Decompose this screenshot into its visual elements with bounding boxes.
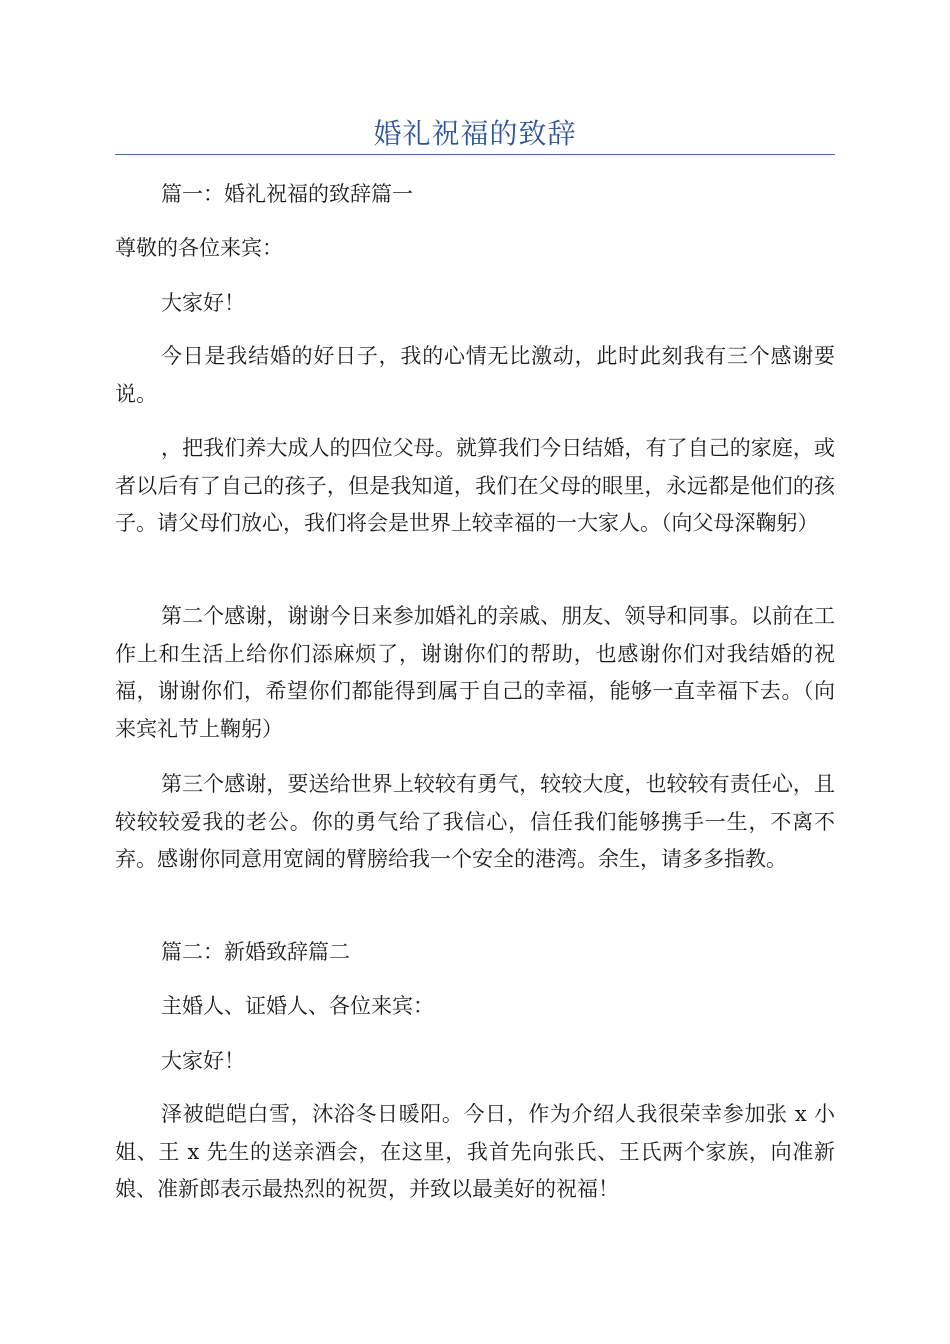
document-title: 婚礼祝福的致辞 bbox=[373, 117, 577, 150]
salutation-2: 主婚人、证婚人、各位来宾： bbox=[161, 994, 434, 1018]
paragraph-introducer-speech: 泽被皑皑白雪，沐浴冬日暖阳。今日，作为介绍人我很荣幸参加张 x 小姐、王 x 先生的送亲酒会，在这里，我首先向张氏、王氏两个家族，向准新娘、准新郎表示最热烈的祝贺，并致以最美好的祝福！ bbox=[115, 1102, 835, 1201]
paragraph-thanks-guests: 第二个感谢，谢谢今日来参加婚礼的亲戚、朋友、领导和同事。以前在工作上和生活上给你们添麻烦了，谢谢你们的帮助，也感谢你们对我结婚的祝福，谢谢你们，希望你们都能得到属于自己的幸福，能够一直幸福下去。（向来宾礼节上鞠躬） bbox=[115, 604, 835, 741]
paragraph-thanks-parents: ，把我们养大成人的四位父母。就算我们今日结婚，有了自己的家庭，或者以后有了自己的孩子，但是我知道，我们在父母的眼里，永远都是他们的孩子。请父母们放心，我们将会是世界上较幸福的一大家人。（向父母深鞠躬） bbox=[115, 436, 835, 535]
paragraph-intro: 今日是我结婚的好日子，我的心情无比激动，此时此刻我有三个感谢要说。 bbox=[115, 344, 835, 406]
salutation-1: 尊敬的各位来宾： bbox=[115, 236, 283, 260]
greeting-2: 大家好！ bbox=[161, 1049, 245, 1073]
section-heading-1: 篇一：婚礼祝福的致辞篇一 bbox=[161, 182, 413, 206]
greeting-1: 大家好！ bbox=[161, 291, 245, 315]
section-heading-2: 篇二：新婚致辞篇二 bbox=[161, 940, 350, 964]
title-underline bbox=[115, 154, 835, 155]
paragraph-thanks-husband: 第三个感谢，要送给世界上较较有勇气，较较大度，也较较有责任心，且较较较爱我的老公。你的勇气给了我信心，信任我们能够携手一生，不离不弃。感谢你同意用宽阔的臂膀给我一个安全的港湾。余生，请多多指教。 bbox=[115, 772, 835, 871]
